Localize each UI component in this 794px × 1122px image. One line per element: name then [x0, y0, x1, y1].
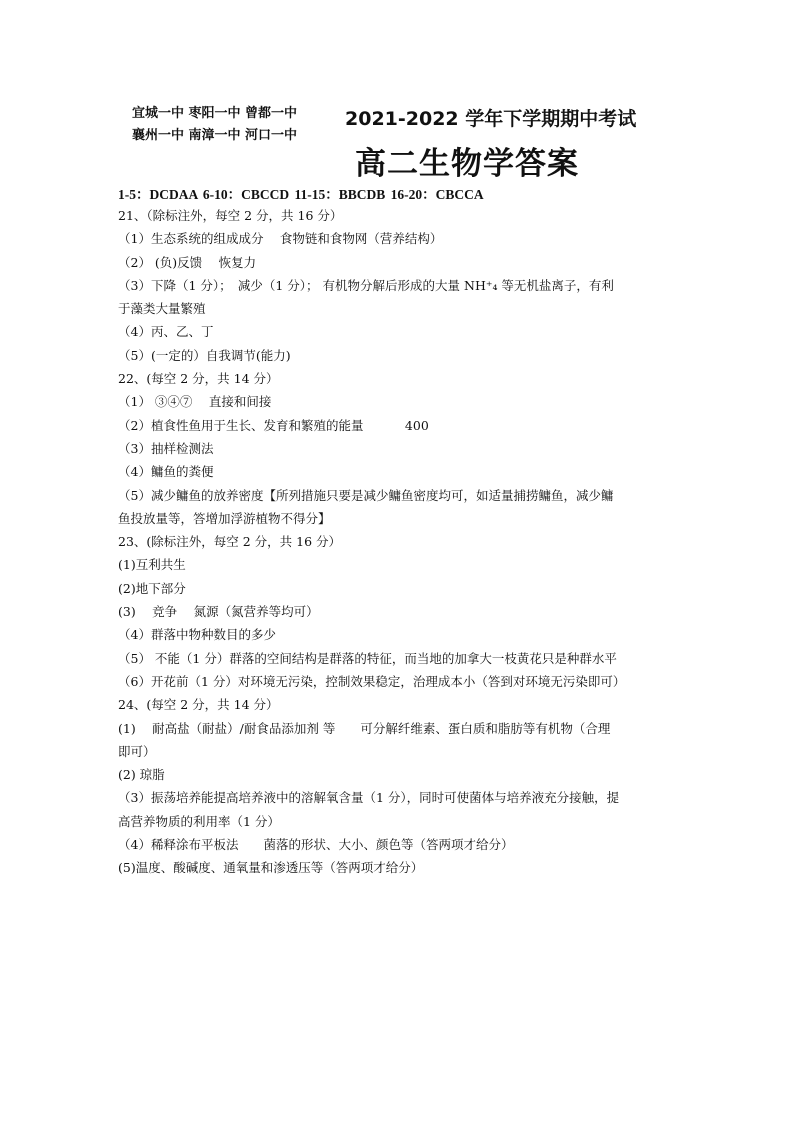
q23-answer-4: （4）群落中物种数目的多少 [118, 627, 276, 643]
q24-answer-3: （3）振荡培养能提高培养液中的溶解氧含量（1 分），同时可使菌体与培养液充分接触，提 [118, 790, 620, 806]
q23-answer-5: （5） 不能（1 分）群落的空间结构是群落的特征，而当地的加拿大一枝黄花只是种群水平 [118, 650, 617, 666]
q21-answer-4: （4）丙、乙、丁 [118, 324, 214, 340]
q22-answer-2: （2）植食性鱼用于生长、发育和繁殖的能量 400 [118, 417, 429, 433]
answer-title: 高二生物学答案 [355, 146, 579, 182]
q23-answer-2: (2)地下部分 [118, 580, 186, 596]
q21-heading: 21、（除标注外，每空 2 分，共 16 分） [118, 208, 343, 223]
q21-answer-3: （3）下降（1 分）； 减少（1 分）； 有机物分解后形成的大量 NH⁺₄ 等无机盐离子，有利 [118, 277, 614, 293]
q24-answer-1-cont: 即可） [118, 743, 156, 759]
q24-heading: 24、(每空 2 分，共 14 分） [118, 697, 279, 713]
answer-body [118, 204, 683, 880]
q22-answer-4: （4）鳙鱼的粪便 [118, 464, 214, 480]
q23-heading: 23、(除标注外，每空 2 分，共 16 分） [118, 534, 342, 550]
q22-answer-5-cont: 鱼投放量等，答增加浮游植物不得分】 [118, 510, 331, 526]
q23-answer-1: (1)互利共生 [118, 557, 186, 573]
q22-answer-1: （1） ③④⑦ 直接和间接 [118, 394, 272, 410]
q24-answer-5: (5)温度、酸碱度、通氧量和渗透压等（答两项才给分） [118, 860, 424, 876]
school-list-line-1: 宜城一中 枣阳一中 曾都一中 [132, 106, 298, 121]
choice-answer-key: 1-5：DCDAA 6-10：CBCCD 11-15：BBCDB 16-20：CBCCA [118, 187, 484, 202]
q22-answer-3: （3）抽样检测法 [118, 440, 214, 456]
exam-title: 2021-2022 学年下学期期中考试 [345, 108, 637, 130]
q24-answer-1: (1) 耐高盐（耐盐）/耐食品添加剂 等 可分解纤维素、蛋白质和脂肪等有机物（合理 [118, 720, 611, 736]
q23-answer-6: （6）开花前（1 分）对环境无污染，控制效果稳定，治理成本小（答到对环境无污染即可） [118, 673, 626, 689]
school-list [132, 103, 297, 147]
q23-answer-3: (3) 竞争 氮源（氮营养等均可） [118, 604, 319, 620]
q24-answer-3-cont: 高营养物质的利用率（1 分） [118, 813, 280, 829]
q21-answer-1: （1）生态系统的组成成分 食物链和食物网（营养结构） [118, 231, 443, 247]
q21-answer-5: （5）(一定的）自我调节(能力) [118, 347, 291, 363]
school-list-line-2: 襄州一中 南漳一中 河口一中 [132, 128, 298, 143]
q21-answer-3-cont: 于藻类大量繁殖 [118, 301, 206, 317]
q24-answer-4: （4）稀释涂布平板法 菌落的形状、大小、颜色等（答两项才给分） [118, 837, 514, 853]
q21-answer-2: （2） (负)反馈 恢复力 [118, 254, 257, 270]
q22-heading: 22、(每空 2 分，共 14 分） [118, 371, 279, 387]
q22-answer-5: （5）减少鳙鱼的放养密度【所列措施只要是减少鳙鱼密度均可，如适量捕捞鳙鱼，减少鳙 [118, 487, 614, 503]
q24-answer-2: (2) 琼脂 [118, 767, 165, 783]
